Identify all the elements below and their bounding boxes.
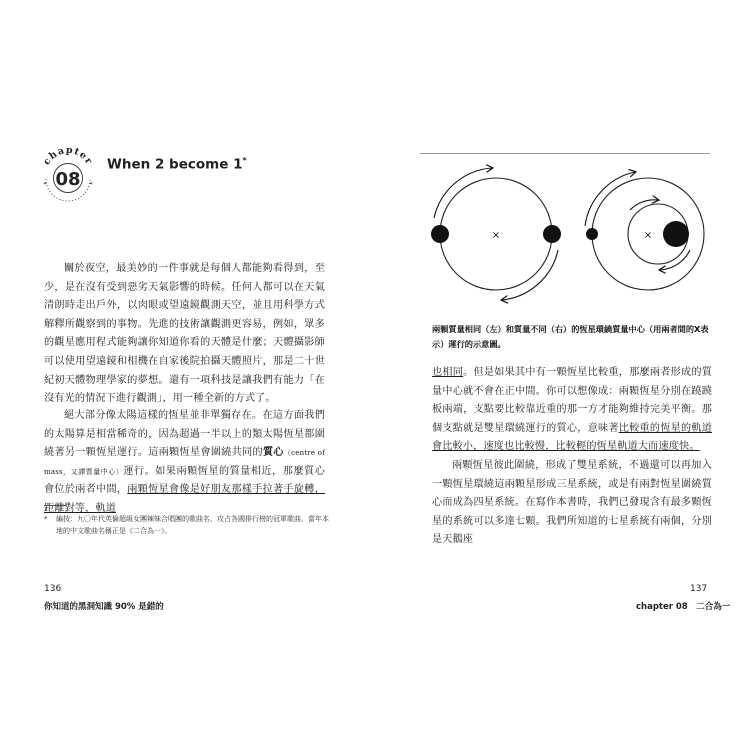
binary-orbit-diagram <box>420 160 710 315</box>
centre-of-mass-mark: × <box>643 230 653 241</box>
paragraph-binary-stars <box>44 407 325 519</box>
book-title-footer: 你知道的黑洞知識 90% 是錯的 <box>44 602 164 612</box>
paragraph-multiple-star-systems <box>432 457 712 550</box>
light-star <box>586 228 598 240</box>
orbit-arrow-upper <box>434 168 492 218</box>
unequal-mass-system <box>585 172 704 290</box>
chapter-word: chapter <box>41 144 95 168</box>
footnote-rule <box>44 505 66 506</box>
paragraph-night-sky <box>44 260 325 409</box>
paragraph-text: 運行。如果兩顆恆星的質量相近，那麼質心會位於兩者中間， <box>44 465 325 496</box>
chapter-footer: chapter 08 二合為一 <box>636 602 731 612</box>
chapter-number: 08 <box>55 169 81 190</box>
diagram-top-rule <box>420 153 710 154</box>
underlined-text: 比較重的恆星的軌道會比較小，速度也比較慢，比較輕的恆星軌道大而速度快。 <box>432 422 712 453</box>
heavy-star <box>663 221 689 247</box>
badge-star-left: ✦ <box>43 181 48 187</box>
outer-orbit-arrow <box>585 172 635 226</box>
equal-mass-system <box>431 168 561 300</box>
page-number-right: 137 <box>690 584 708 594</box>
chapter-title-text: When 2 become 1 <box>107 156 243 173</box>
paragraph-unequal-mass <box>432 364 712 457</box>
inner-orbit-arrow-upper <box>630 200 658 210</box>
chapter-title-mark: * <box>242 156 247 165</box>
badge-star-right: ✦ <box>89 181 94 187</box>
chapter-badge <box>37 143 99 205</box>
underlined-text: 也相同 <box>432 367 464 378</box>
chapter-title <box>107 156 247 173</box>
underlined-text: 兩顆恆星會像是好朋友那樣手拉著手旋轉，距離對等，軌道 <box>44 484 325 514</box>
paragraph-text: 兩顆恆星彼此圍繞，形成了雙星系統，不過還可以再加入一顆恆星環繞這兩顆星形成三星系統，或是有兩對恆星圍繞質心而成為四星系統。在寫作本書時，我們已發現含有最多顆恆星的系統可以多達七顆。我們所知道的七星系統有兩個，分別是天鵝座 <box>432 460 712 546</box>
centre-of-mass-mark: × <box>491 230 501 241</box>
diagram-caption: 兩顆質量相同（左）和質量不同（右）的恆星環繞質量中心（用兩者間的X表示）運行的示意圖。 <box>432 324 709 349</box>
paragraph-text: 。但是如果其中有一顆恆星比較重，那麼兩者形成的質量中心就不會在正中間。你可以想像成：兩顆恆星分別在蹺蹺板兩端，支點要比較靠近重的那一方才能夠維持完美平衡。那個支點就是雙星環繞運行的質心，意味著 <box>432 367 712 434</box>
paragraph-text: 關於夜空，最美妙的一件事就是每個人都能夠看得到，至少，是在沒有受到惡劣天氣影響的時候。任何人都可以在天氣清朗時走出戶外，以肉眼或望遠鏡觀測天空，並且用科學方式解釋所觀察到的事物。先進的技術讓觀測更容易，例如，眾多的觀星應用程式能夠讓你知道你看的天體是什麼；天體攝影師可以使用望遠鏡和相機在自家後院拍攝天體照片，那是二十世紀初天體物理學家的夢想。還有一項科技是讓我們有能力「在沒有光的情況下進行觀測」，用一種全新的方式了。 <box>44 263 325 405</box>
inner-orbit-arrow-lower <box>660 250 690 270</box>
orbit-arrow-lower <box>502 250 558 300</box>
star-left <box>431 225 449 243</box>
term-centre-of-mass: 質心 <box>262 447 284 459</box>
star-right <box>543 225 561 243</box>
term-gloss: （centre of mass，又譯質量中心） <box>44 449 325 476</box>
paragraph-text: 絕大部分像太陽這樣的恆星並非單獨存在。在這方面我們的太陽算是相當稀奇的，因為超過一半以上的類太陽恆星都圍繞著另一顆恆星運行。這兩顆恆星會圍繞共同的 <box>44 410 325 459</box>
page-number-left: 136 <box>44 584 62 594</box>
footnote <box>44 513 334 537</box>
footnote-text: 編按：九〇年代英倫超級女團辣妹合唱團的歌曲名，攻占各國排行榜的冠軍歌曲，當年本地的中文歌曲名稱正是《二合為一》。 <box>56 515 329 535</box>
footnote-mark: * <box>44 515 48 523</box>
